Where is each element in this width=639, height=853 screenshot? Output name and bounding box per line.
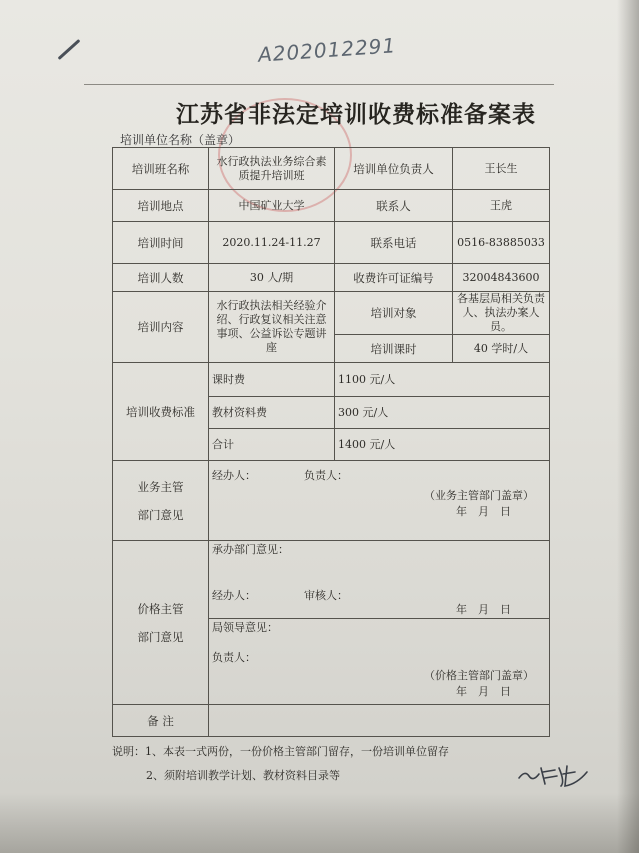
price-handler-label: 经办人： bbox=[212, 589, 256, 602]
filing-form-table bbox=[112, 147, 550, 737]
class-name-label: 培训班名称 bbox=[113, 148, 209, 190]
material-value: 300 元/人 bbox=[335, 397, 550, 429]
training-unit-label: 培训单位名称（盖章） bbox=[120, 133, 241, 147]
count-value: 30 人/期 bbox=[209, 264, 335, 292]
tuition-value: 1100 元/人 bbox=[335, 363, 550, 397]
responsible-value: 王长生 bbox=[453, 148, 550, 190]
price-date-1: 年 月 日 bbox=[456, 603, 511, 616]
remark-value bbox=[209, 705, 550, 737]
biz-label-line2: 部门意见 bbox=[137, 507, 184, 522]
class-name-value: 水行政执法业务综合素质提升培训班 bbox=[209, 148, 335, 190]
top-rule bbox=[84, 84, 554, 85]
time-value: 2020.11.24-11.27 bbox=[209, 222, 335, 264]
note-line-2: 2、须附培训教学计划、教材资料目录等 bbox=[146, 769, 340, 782]
target-label: 培训对象 bbox=[335, 292, 453, 335]
host-opinion-label: 承办部门意见： bbox=[212, 543, 289, 556]
biz-handler-label: 经办人： bbox=[212, 469, 256, 482]
contact-value: 王虎 bbox=[453, 190, 550, 222]
license-value: 32004843600 bbox=[453, 264, 550, 292]
price-label-line1: 价格主管 bbox=[137, 601, 184, 616]
total-value: 1400 元/人 bbox=[335, 429, 550, 461]
location-value: 中国矿业大学 bbox=[209, 190, 335, 222]
phone-label: 联系电话 bbox=[335, 222, 453, 264]
price-label-line2: 部门意见 bbox=[137, 629, 184, 644]
time-label: 培训时间 bbox=[113, 222, 209, 264]
page-edge-shadow bbox=[617, 0, 639, 853]
hours-value: 40 学时/人 bbox=[453, 335, 550, 363]
remark-label: 备 注 bbox=[113, 705, 209, 737]
host-opinion-cell bbox=[209, 541, 550, 619]
biz-seal-note: （业务主管部门盖章） bbox=[424, 489, 534, 502]
biz-opinion-cell bbox=[209, 461, 550, 541]
price-seal-note: （价格主管部门盖章） bbox=[424, 669, 534, 682]
page-bottom-shadow bbox=[0, 793, 639, 853]
price-date-2: 年 月 日 bbox=[456, 685, 511, 698]
leader-opinion-cell bbox=[209, 619, 550, 705]
license-label: 收费许可证编号 bbox=[335, 264, 453, 292]
total-label: 合计 bbox=[209, 429, 335, 461]
responsible-label: 培训单位负责人 bbox=[335, 148, 453, 190]
price-head-label: 负责人： bbox=[212, 651, 256, 664]
handwritten-signature bbox=[515, 762, 595, 790]
price-opinion-label bbox=[113, 541, 209, 705]
biz-date: 年 月 日 bbox=[456, 505, 511, 518]
biz-head-label: 负责人： bbox=[304, 469, 348, 482]
contact-label: 联系人 bbox=[335, 190, 453, 222]
form-title: 江苏省非法定培训收费标准备案表 bbox=[176, 101, 536, 128]
count-label: 培训人数 bbox=[113, 264, 209, 292]
biz-label-line1: 业务主管 bbox=[137, 479, 184, 494]
content-value: 水行政执法相关经验介绍、行政复议相关注意事项、公益诉讼专题讲座 bbox=[209, 292, 335, 363]
material-label: 教材资料费 bbox=[209, 397, 335, 429]
target-value: 各基层局相关负责人、执法办案人员。 bbox=[453, 292, 550, 335]
content-label: 培训内容 bbox=[113, 292, 209, 363]
handwritten-doc-id: A202012291 bbox=[257, 33, 397, 67]
location-label: 培训地点 bbox=[113, 190, 209, 222]
biz-opinion-label bbox=[113, 461, 209, 541]
hours-label: 培训课时 bbox=[335, 335, 453, 363]
fee-label: 培训收费标准 bbox=[113, 363, 209, 461]
tuition-label: 课时费 bbox=[209, 363, 335, 397]
price-reviewer-label: 审核人： bbox=[304, 589, 348, 602]
note-line-1: 说明：1、本表一式两份，一份价格主管部门留存，一份培训单位留存 bbox=[112, 745, 449, 758]
leader-opinion-label: 局领导意见： bbox=[212, 621, 278, 634]
phone-value: 0516-83885033 bbox=[453, 222, 550, 264]
